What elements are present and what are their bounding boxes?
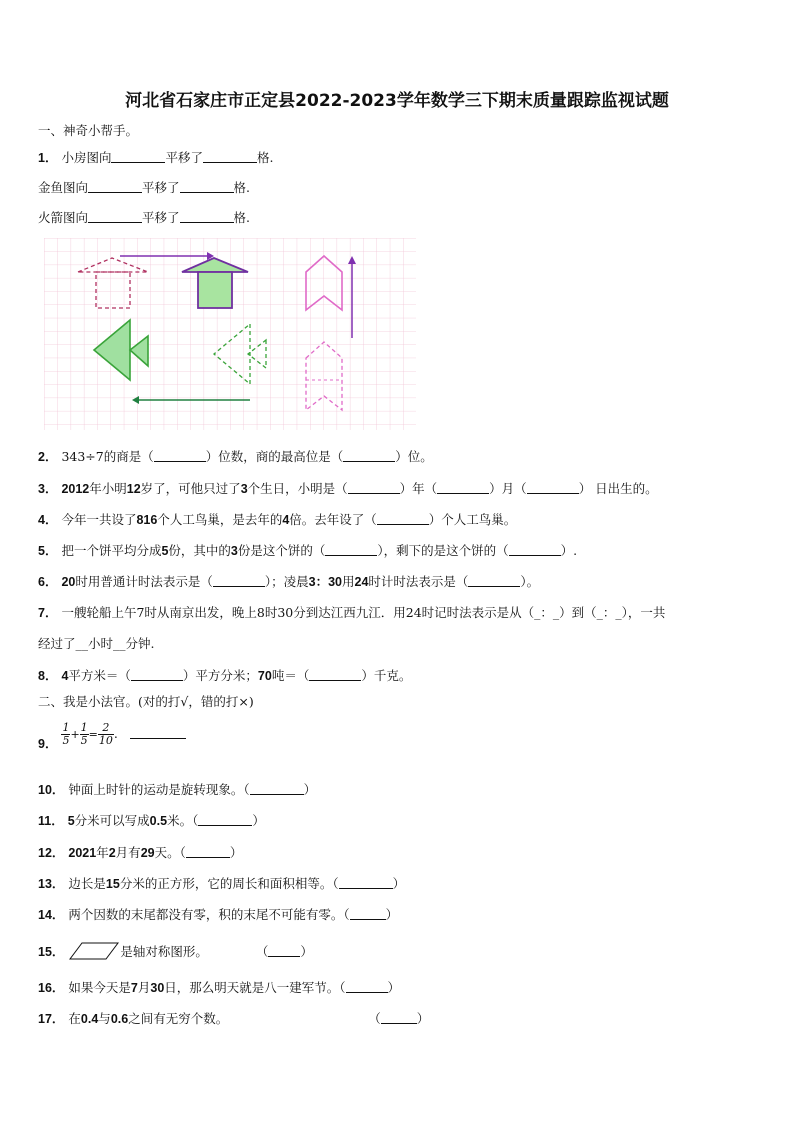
- answer-blank[interactable]: [131, 668, 183, 681]
- question-6: 6． 20时用普通计时法表示是（ ）；凌晨3：30用24时计时法表示是（ ）。: [38, 574, 540, 589]
- question-10: 10． 钟面上时针的运动是旋转现象。（ ）: [38, 782, 317, 797]
- answer-blank[interactable]: [88, 210, 142, 223]
- question-16: 16． 如果今天是7月30日，那么明天就是八一建军节。（ ）: [38, 980, 401, 995]
- answer-blank[interactable]: [198, 813, 252, 826]
- question-12: 12． 2021年2月有29天。（ ）: [38, 845, 243, 860]
- translation-figure: [44, 238, 416, 430]
- answer-blank[interactable]: [268, 944, 300, 957]
- fraction: $\frac{1}{5}$: [62, 721, 70, 747]
- question-1-line-3: 火箭图向 平移了 格.: [38, 210, 251, 225]
- answer-blank[interactable]: [346, 980, 388, 993]
- answer-blank[interactable]: [437, 481, 489, 494]
- question-15: 15． 是轴对称图形。 （ ）: [38, 941, 313, 961]
- answer-blank[interactable]: [309, 668, 361, 681]
- answer-blank[interactable]: [377, 512, 429, 525]
- answer-blank[interactable]: [88, 180, 142, 193]
- answer-blank[interactable]: [339, 876, 393, 889]
- answer-blank[interactable]: [343, 449, 395, 462]
- question-5: 5． 把一个饼平均分成5份，其中的3份是这个饼的（ ），剩下的是这个饼的（ ）.: [38, 543, 578, 558]
- answer-blank[interactable]: [250, 782, 304, 795]
- question-2: 2． 343÷7的商是（ ）位数，商的最高位是（ ）位。: [38, 449, 433, 464]
- fraction: $\frac{2}{10}$: [98, 721, 113, 747]
- question-8: 8． 4平方米＝（ ）平方分米；70吨＝（ ）千克。: [38, 668, 412, 683]
- answer-blank[interactable]: [468, 574, 520, 587]
- answer-blank[interactable]: [213, 574, 265, 587]
- page-title: 河北省石家庄市正定县2022-2023学年数学三下期末质量跟踪监视试题: [125, 91, 669, 111]
- answer-blank[interactable]: [154, 449, 206, 462]
- answer-blank[interactable]: [527, 481, 579, 494]
- question-14: 14． 两个因数的末尾都没有零，积的末尾不可能有零。（ ）: [38, 907, 399, 922]
- section-2-heading: 二、我是小法官。(对的打√，错的打×): [38, 694, 254, 709]
- question-1-line-2: 金鱼图向 平移了 格.: [38, 180, 251, 195]
- question-4: 4． 今年一共设了816个人工鸟巢，是去年的4倍。去年设了（ ）个人工鸟巢。: [38, 512, 517, 527]
- parallelogram-icon: [68, 941, 120, 961]
- answer-blank[interactable]: [203, 150, 257, 163]
- section-1-heading: 一、神奇小帮手。: [38, 123, 139, 138]
- question-11: 11． 5分米可以写成0.5米。（ ）: [38, 813, 265, 828]
- question-13: 13． 边长是15分米的正方形，它的周长和面积相等。（ ）: [38, 876, 406, 891]
- answer-blank[interactable]: [350, 907, 386, 920]
- answer-blank[interactable]: [130, 726, 186, 739]
- question-number: 1．: [38, 151, 58, 165]
- answer-blank[interactable]: [381, 1011, 417, 1024]
- answer-blank[interactable]: [111, 150, 165, 163]
- answer-blank[interactable]: [180, 180, 234, 193]
- answer-blank[interactable]: [180, 210, 234, 223]
- answer-blank[interactable]: [325, 543, 377, 556]
- answer-blank[interactable]: [186, 845, 230, 858]
- question-7-line-1: 7． 一艘轮船上午7时从南京出发，晚上8时30分到达江西九江．用24时记时法表示是从（_：_）到（_：_），一共: [38, 605, 666, 620]
- question-9: 9． $\frac{1}{5}$ + $\frac{1}{5}$ = $\frac{2}{10}$ .: [38, 722, 186, 752]
- question-1-line-1: 1． 小房图向 平移了 格.: [38, 150, 274, 165]
- question-7-line-2: 经过了__小时__分钟.: [38, 636, 155, 651]
- question-3: 3． 2012年小明12岁了，可他只过了3个生日，小明是（ ）年（ ）月（ ） 日出生的。: [38, 481, 658, 496]
- answer-blank[interactable]: [348, 481, 400, 494]
- question-17: 17． 在0.4与0.6之间有无穷个数。 （ ）: [38, 1011, 430, 1026]
- fraction: $\frac{1}{5}$: [80, 721, 88, 747]
- answer-blank[interactable]: [509, 543, 561, 556]
